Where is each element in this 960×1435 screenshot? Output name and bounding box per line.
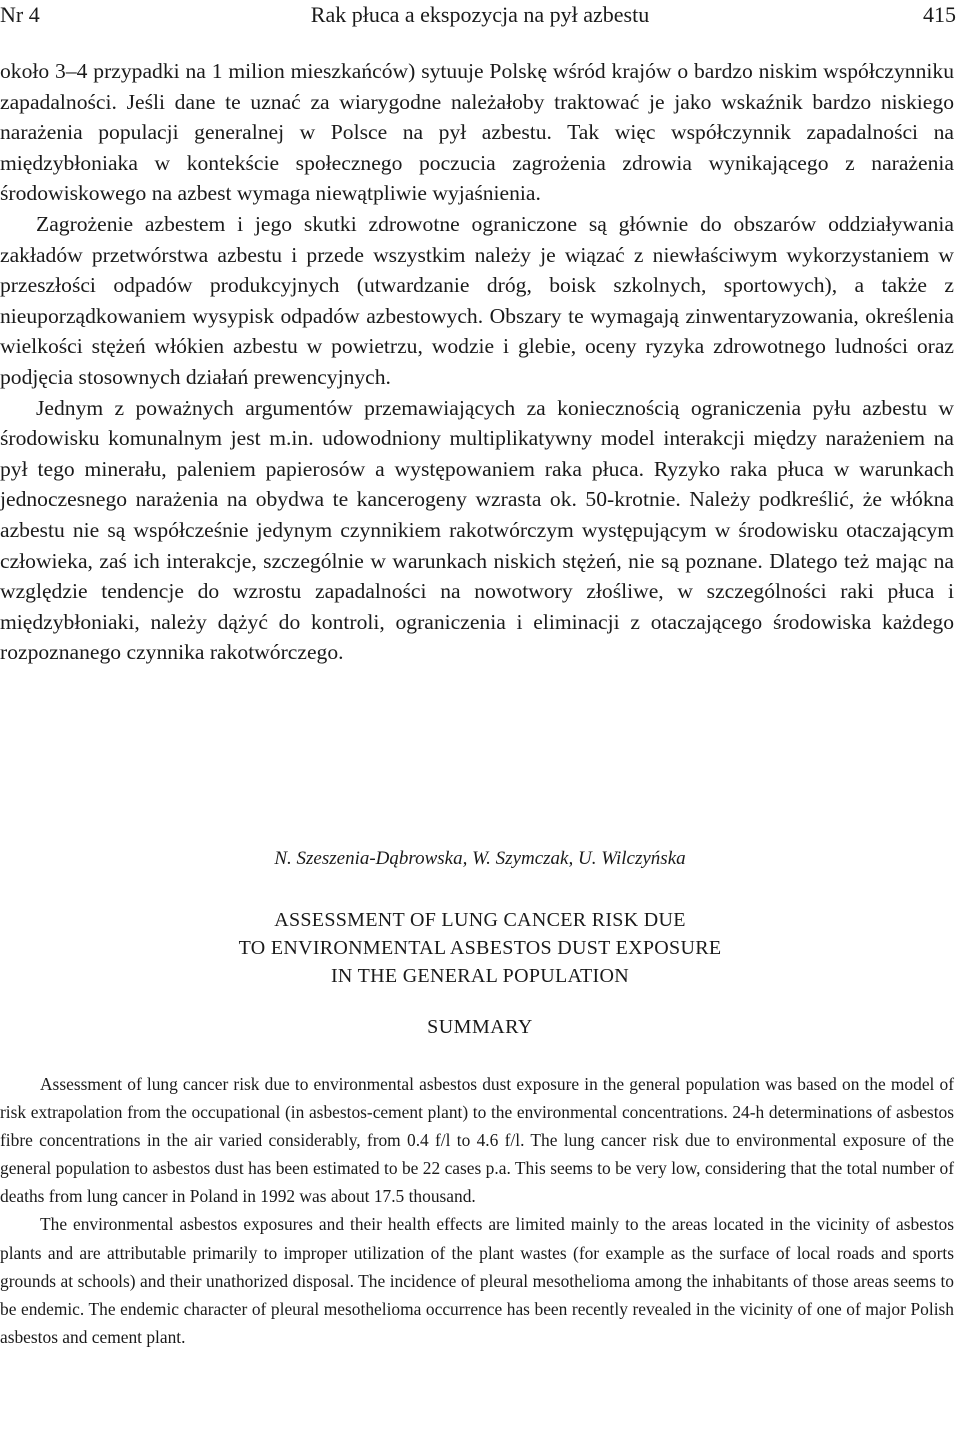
body-paragraph: Zagrożenie azbestem i jego skutki zdrowotne ograniczone są głównie do obszarów oddziaływania zakładów przetwórstwa azbestu i przede wszystkim należy je wiązać z niewłaściwym wykorzystaniem w przeszłości odpadów produkcyjnych (utwardzanie dróg, boisk szkolnych, sportowych), a także z nieuporządkowaniem wysypisk odpadów azbestowych. Obszary te wymagają zinwentaryzowania, określenia wielkości stężeń włókien azbestu w powietrzu, wodzie i glebie, oceny ryzyka zdrowotnego ludności oraz podjęcia stosownych działań prewencyjnych. [0,211,954,389]
summary-title [0,906,960,990]
summary-authors: N. Szeszenia-Dąbrowska, W. Szymczak, U. Wilczyńska [274,848,686,869]
summary-paragraph: The environmental asbestos exposures and their health effects are limited mainly to the areas located in the vicinity of asbestos plants and are attributable primarily to improper utilization of the plant wastes (for example as the surface of local roads and sports grounds at schools) and their unathorized disposal. The incidence of pleural mesothelioma among the inhabitants of those areas seems to be endemic. The endemic character of pleural mesothelioma occurrence has been recently revealed in the vicinity of one of major Polish asbestos and cement plant. [0,1214,954,1347]
body-paragraph: Jednym z poważnych argumentów przemawiających za koniecznością ograniczenia pyłu azbestu w środowisku komunalnym jest m.in. udowodniony multiplikatywny model interakcji między narażeniem na pył tego minerału, paleniem papierosów a występowaniem raka płuca. Ryzyko raka płuca w warunkach jednoczesnego narażenia na obydwa te kancerogeny wzrasta ok. 50-krotnie. Należy podkreślić, że włókna azbestu nie są współcześnie jedynym czynnikiem rakotwórczym występującym w środowisku otaczającym człowieka, zaś ich interakcje, szczególnie w warunkach niskich stężeń, nie są poznane. Dlatego też mając na względzie tendencje do wzrostu zapadalności na nowotwory złośliwe, w szczególności raki płuca i międzybłoniaki, należy dążyć do kontroli, ograniczenia i eliminacji z otaczającego środowiska każdego rozpoznanego czynnika rakotwórczego. [0,395,954,665]
summary-title-line: ASSESSMENT OF LUNG CANCER RISK DUE [274,909,686,931]
body-paragraph: około 3–4 przypadki na 1 milion mieszkańców) sytuuje Polskę wśród krajów o bardzo niskim współczynniku zapadalności. Jeśli dane te uznać za wiarygodne należałoby traktować je jako wskaźnik bardzo niskiego narażenia populacji generalnej w Polsce na pył azbestu. Tak więc współczynnik zapadalności na międzybłoniaka w kontekście społecznego poczucia zagrożenia zdrowia wynikającego z narażenia środowiskowego na azbest wymaga niewątpliwie wyjaśnienia. [0,59,954,206]
page-number: 415 [923,2,956,27]
running-title: Rak płuca a ekspozycja na pył azbestu [310,2,650,27]
page-header [0,2,960,32]
summary-title-line: TO ENVIRONMENTAL ASBESTOS DUST EXPOSURE [238,937,722,959]
summary-heading: SUMMARY [427,1016,533,1038]
summary-text [0,1070,954,1351]
summary-title-line: IN THE GENERAL POPULATION [330,965,630,987]
journal-number: Nr 4 [0,2,40,27]
main-text [0,56,954,668]
summary-paragraph: Assessment of lung cancer risk due to environmental asbestos dust exposure in the general population was based on the model of risk extrapolation from the occupational (in asbestos-cement plant) to the environmental concentrations. 24-h determinations of asbestos fibre concentrations in the air varied considerably, from 0.4 f/l to 4.6 f/l. The lung cancer risk due to environmental exposure of the general population to asbestos dust has been estimated to be 22 cases p.a. This seems to be very low, considering that the total number of deaths from lung cancer in Poland in 1992 was about 17.5 thousand. [0,1074,954,1207]
